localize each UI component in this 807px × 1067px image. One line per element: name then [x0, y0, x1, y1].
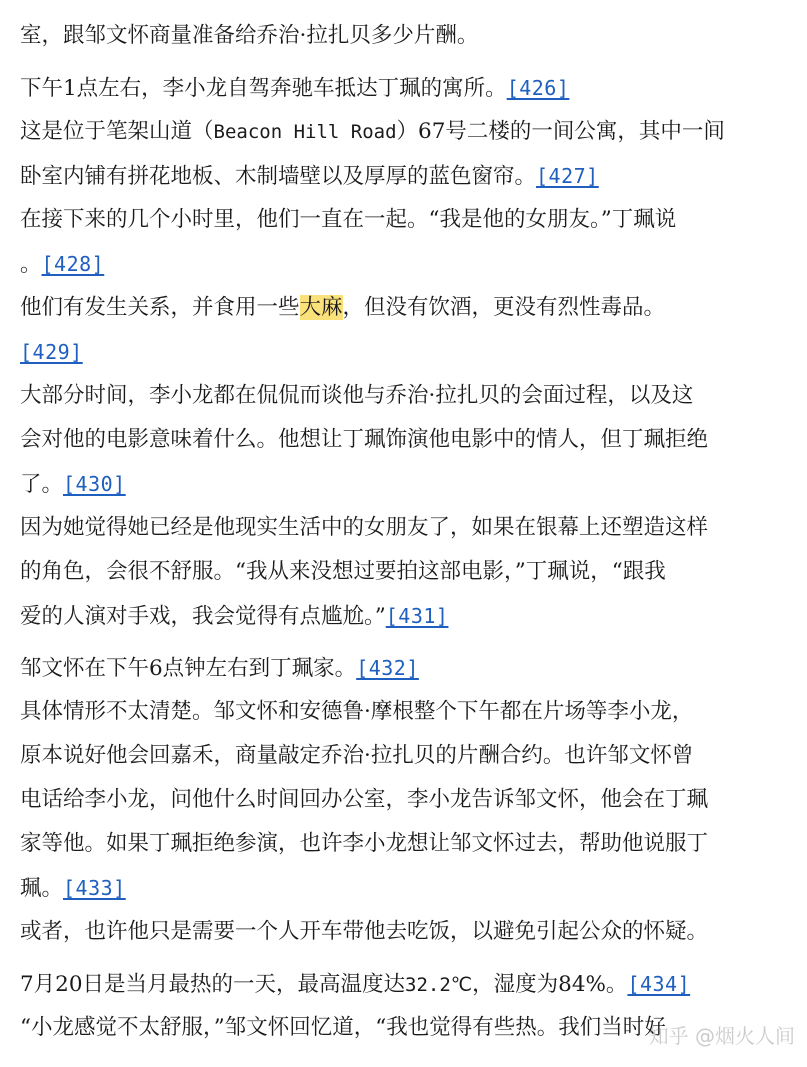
text: 或者，也许他只是需要一个人开车带他去吃饭，以避免引起公众的怀疑。: [20, 919, 709, 944]
text: 了。: [20, 472, 64, 497]
text: 在接下来的几个小时里，他们一直在一起。“我是他的女朋友。”丁珮说: [20, 207, 677, 232]
paragraph-line: [20, 962, 795, 1006]
text: 室，跟邹文怀商量准备给乔治·拉扎贝多少片酬。: [20, 23, 479, 48]
paragraph-line: [20, 646, 795, 690]
text: 这是位于笔架山道（: [20, 119, 214, 144]
text: 卧室内铺有拼花地板、木制墙壁以及厚厚的蓝色窗帘。: [20, 164, 537, 189]
footnote-link-427[interactable]: [427]: [536, 164, 599, 188]
paragraph-line: [20, 778, 795, 822]
text: 珮。: [20, 876, 64, 901]
paragraph-line: [20, 734, 795, 778]
paragraph-line: [20, 154, 795, 198]
paragraph-line: [20, 66, 795, 110]
text: 爱的人演对手戏，我会觉得有点尴尬。”: [20, 604, 386, 629]
text: 7月20日是当月最热的一天，最高温度达: [20, 972, 406, 997]
paragraph-line: [20, 286, 795, 330]
paragraph-line: [20, 242, 795, 286]
footnote-link-432[interactable]: [432]: [356, 656, 419, 680]
paragraph-line: [20, 110, 795, 154]
text: 他们有发生关系，并食用一些: [20, 295, 300, 320]
text-latin: Beacon Hill Road: [213, 121, 397, 143]
footnote-link-428[interactable]: [428]: [41, 252, 105, 276]
paragraph-line: [20, 506, 795, 550]
footnote-link-431[interactable]: [431]: [385, 604, 449, 628]
paragraph-line: [20, 330, 795, 374]
footnote-link-434[interactable]: [434]: [627, 972, 691, 996]
paragraph-line: [20, 374, 795, 418]
paragraph-line: [20, 550, 795, 594]
footnote-link-429[interactable]: [429]: [20, 340, 83, 364]
text: 会对他的电影意味着什么。他想让丁珮饰演他电影中的情人，但丁珮拒绝: [20, 427, 709, 452]
text: ，但没有饮酒，更没有烈性毒品。: [342, 295, 666, 320]
paragraph-line: [20, 822, 795, 866]
text: 。: [20, 252, 42, 277]
text: 具体情形不太清楚。邹文怀和安德鲁·摩根整个下午都在片场等李小龙，: [20, 699, 694, 724]
footnote-link-433[interactable]: [433]: [63, 876, 126, 900]
paragraph-line: [20, 14, 795, 58]
footnote-link-430[interactable]: [430]: [63, 472, 126, 496]
text: ）67号二楼的一间公寓，其中一间: [396, 119, 725, 144]
text: 下午1点左右，李小龙自驾奔驰车抵达丁珮的寓所。: [20, 76, 507, 101]
paragraph-line: [20, 910, 795, 954]
text: “小龙感觉不太舒服，”邹文怀回忆道，“我也觉得有些热。我们当时好: [20, 1015, 666, 1040]
footnote-link-426[interactable]: [426]: [506, 76, 570, 100]
paragraph-line: [20, 866, 795, 910]
article-body: [20, 14, 795, 1050]
text-temperature: 32.2℃: [405, 974, 473, 996]
text: 因为她觉得她已经是他现实生活中的女朋友了，如果在银幕上还塑造这样: [20, 515, 709, 540]
text: 邹文怀在下午6点钟左右到丁珮家。: [20, 656, 357, 681]
paragraph-line: [20, 594, 795, 638]
paragraph-line: [20, 198, 795, 242]
text: ，湿度为84%。: [472, 972, 628, 997]
paragraph-line: [20, 690, 795, 734]
paragraph-line: [20, 418, 795, 462]
paragraph-line: [20, 462, 795, 506]
highlighted-keyword[interactable]: 大麻: [299, 295, 343, 320]
text: 的角色，会很不舒服。“我从来没想过要拍这部电影，”丁珮说，“跟我: [20, 559, 666, 584]
watermark: 知乎 @烟火人间: [648, 1024, 795, 1048]
text: 大部分时间，李小龙都在侃侃而谈他与乔治·拉扎贝的会面过程，以及这: [20, 383, 694, 408]
text: 家等他。如果丁珮拒绝参演，也许李小龙想让邹文怀过去，帮助他说服丁: [20, 831, 709, 856]
text: 电话给李小龙，问他什么时间回办公室，李小龙告诉邹文怀，他会在丁珮: [20, 787, 709, 812]
text: 原本说好他会回嘉禾，商量敲定乔治·拉扎贝的片酬合约。也许邹文怀曾: [20, 743, 694, 768]
